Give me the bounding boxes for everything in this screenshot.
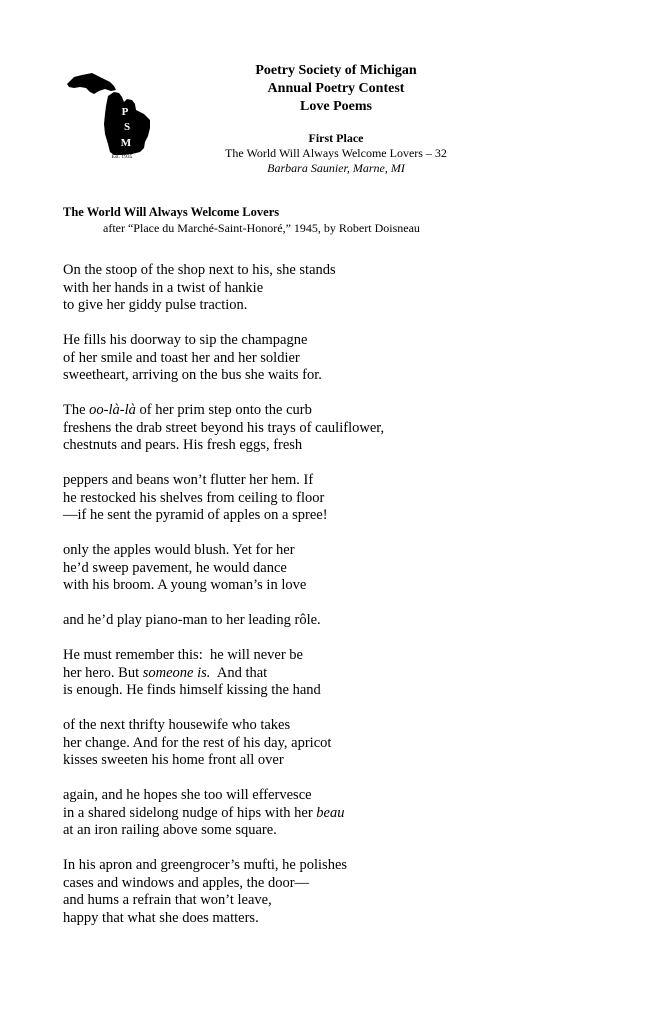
logo-letter-s: S [123,121,131,133]
poem-line: he’d sweep pavement, he would dance [63,559,287,576]
italic-phrase: oo-là-là [89,402,136,418]
poem-line: cases and windows and apples, the door— [63,874,310,891]
psm-logo [64,70,154,158]
poem-line: he restocked his shelves from ceiling to floor [63,489,325,506]
poem-line: with his broom. A young woman’s in love [63,577,307,593]
poem-line: and hums a refrain that won’t leave, [63,892,272,908]
place-label: First Place [308,131,364,145]
stanza [63,262,623,315]
stanza [63,332,623,385]
poem-line: kisses sweeten his home front all over [63,752,284,768]
logo-letter-p: P [121,106,129,118]
poem-line: is enough. He finds himself kissing the hand [63,682,321,698]
poem-line: again, and he hopes she too will effervesce [63,787,312,803]
line-text: And that [210,664,268,681]
award-block [170,131,502,176]
author-line: Barbara Saunier, Marne, MI [267,161,405,175]
poem-line: at an iron railing above some square. [63,822,277,838]
poem-line: happy that what she does matters. [63,909,259,926]
stanza [63,787,623,840]
poem-epigraph: after “Place du Marché-Saint-Honoré,” 1945, by Robert Doisneau [103,221,420,235]
line-text: in a shared sidelong nudge of hips with her [63,804,317,821]
poem-line: —if he sent the pyramid of apples on a spree! [63,507,328,523]
poem-body [63,262,623,945]
stanza [63,402,623,455]
poem-line: He fills his doorway to sip the champagne [63,332,308,348]
poem-line: freshens the drab street beyond his trays of cauliflower, [63,419,385,436]
line-text: of her prim step onto the curb [135,402,312,418]
poem-line: her change. And for the rest of his day, apricot [63,734,332,751]
stanza [63,472,623,525]
entry-line: The World Will Always Welcome Lovers – 32 [225,146,447,160]
line-text: her hero. But [63,664,143,681]
stanza [63,857,623,927]
poem-line: of her smile and toast her and her soldier [63,349,300,366]
poem-line [63,805,623,823]
poem-line: to give her giddy pulse traction. [63,297,248,313]
poem-line: In his apron and greengrocer’s mufti, he polishes [63,857,348,873]
poem-line: with her hands in a twist of hankie [63,279,264,296]
stanza [63,542,623,595]
stanza [63,647,623,700]
poem-line: On the stoop of the shop next to his, she stands [63,262,336,278]
contest-name: Annual Poetry Contest [267,81,405,96]
poem-line: He must remember this: he will never be [63,647,303,663]
poem-line: of the next thrifty housewife who takes [63,717,291,733]
poem-line: and he’d play piano-man to her leading rôle. [63,612,321,628]
line-text: The [63,402,90,418]
italic-phrase: beau [316,804,345,821]
contest-header [170,62,502,176]
logo-est: Est. 1935 [111,154,133,158]
italic-phrase: someone is. [142,664,211,681]
stanza [63,717,623,770]
org-name: Poetry Society of Michigan [255,63,417,78]
michigan-map-icon [64,70,154,158]
poem-line: chestnuts and pears. His fresh eggs, fresh [63,437,303,453]
logo-letter-m: M [120,137,132,149]
stanza [63,612,623,630]
poem-line: only the apples would blush. Yet for her [63,542,295,558]
poem-title: The World Will Always Welcome Lovers [63,205,280,219]
poem-line: peppers and beans won’t flutter her hem. If [63,472,314,488]
poem-line: sweetheart, arriving on the bus she waits for. [63,367,322,383]
poem-line [63,665,623,683]
poem-line [63,402,623,420]
category-name: Love Poems [300,99,372,114]
